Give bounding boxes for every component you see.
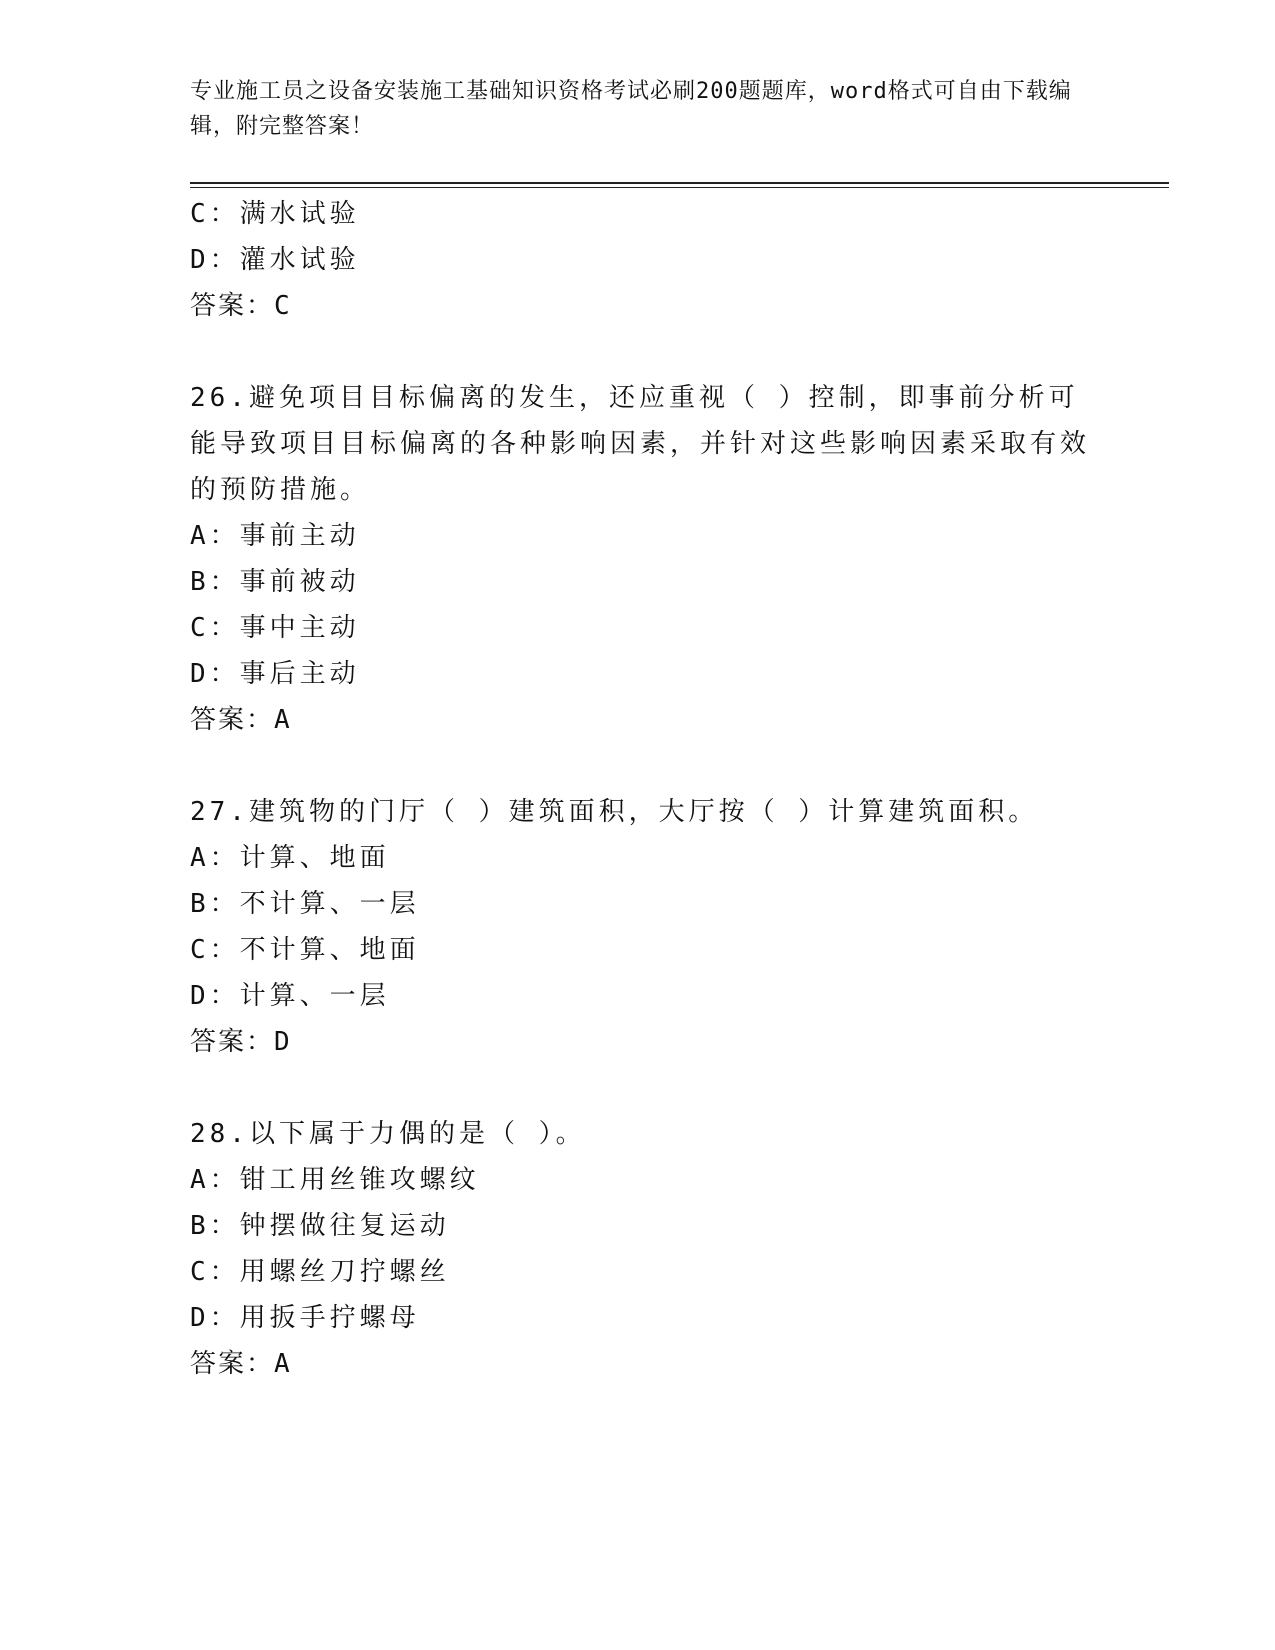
option-line — [190, 237, 1090, 283]
question-block — [190, 375, 1090, 743]
option-line — [190, 973, 1090, 1019]
option-text: 满水试验 — [239, 199, 360, 229]
option-line — [190, 1157, 1090, 1203]
option-label: D： — [190, 245, 240, 275]
question-block — [190, 1111, 1090, 1387]
option-label: A： — [190, 1165, 240, 1195]
header-divider-thick — [190, 182, 1169, 184]
answer-line: 答案：C — [190, 291, 292, 321]
option-text: 事前被动 — [239, 567, 360, 597]
option-text: 用扳手拧螺母 — [239, 1303, 420, 1333]
spacer — [190, 329, 1090, 375]
option-line — [190, 1295, 1090, 1341]
option-label: C： — [190, 935, 240, 965]
option-line — [190, 1249, 1090, 1295]
answer-line: 答案：A — [190, 1349, 292, 1379]
spacer — [190, 743, 1090, 789]
option-text: 计算、地面 — [239, 843, 390, 873]
option-label: B： — [190, 567, 240, 597]
question-number: 28. — [190, 1119, 249, 1149]
question-stem — [190, 789, 1090, 835]
option-label: C： — [190, 199, 240, 229]
page-header: 专业施工员之设备安装施工基础知识资格考试必刷200题题库，word格式可自由下载编辑，附完整答案！ — [190, 79, 1072, 139]
option-line — [190, 651, 1090, 697]
question-block — [190, 191, 1090, 329]
option-line — [190, 1203, 1090, 1249]
option-label: D： — [190, 1303, 240, 1333]
option-label: D： — [190, 659, 240, 689]
option-label: B： — [190, 889, 240, 919]
question-stem — [190, 1111, 1090, 1157]
option-text: 不计算、地面 — [239, 935, 420, 965]
option-label: B： — [190, 1211, 240, 1241]
option-text: 钟摆做往复运动 — [239, 1211, 450, 1241]
question-number: 27. — [190, 797, 249, 827]
answer-line: 答案：A — [190, 705, 292, 735]
option-text: 事后主动 — [239, 659, 360, 689]
option-text: 钳工用丝锥攻螺纹 — [239, 1165, 480, 1195]
option-line — [190, 513, 1090, 559]
option-label: A： — [190, 521, 240, 551]
option-label: A： — [190, 843, 240, 873]
option-line — [190, 191, 1090, 237]
option-line — [190, 559, 1090, 605]
spacer — [190, 1065, 1090, 1111]
option-text: 事前主动 — [239, 521, 360, 551]
question-number: 26. — [190, 383, 249, 413]
option-line — [190, 927, 1090, 973]
option-text: 不计算、一层 — [239, 889, 420, 919]
option-label: C： — [190, 613, 240, 643]
question-stem — [190, 375, 1090, 513]
option-line — [190, 835, 1090, 881]
question-text: 以下属于力偶的是（ ）。 — [248, 1119, 586, 1149]
answer-line: 答案：D — [190, 1027, 292, 1057]
option-line — [190, 881, 1090, 927]
question-block — [190, 789, 1090, 1065]
question-text: 建筑物的门厅（ ）建筑面积，大厅按（ ）计算建筑面积。 — [248, 797, 1039, 827]
option-text: 计算、一层 — [239, 981, 390, 1011]
option-label: C： — [190, 1257, 240, 1287]
option-text: 灌水试验 — [239, 245, 360, 275]
header-divider-thin — [190, 187, 1169, 188]
option-text: 用螺丝刀拧螺丝 — [239, 1257, 450, 1287]
option-text: 事中主动 — [239, 613, 360, 643]
question-text: 避免项目目标偏离的发生，还应重视（ ）控制，即事前分析可能导致项目目标偏离的各种影响因素，并针对这些影响因素采取有效的预防措施。 — [190, 383, 1091, 505]
option-line — [190, 605, 1090, 651]
question-list — [190, 191, 1090, 1387]
option-label: D： — [190, 981, 240, 1011]
